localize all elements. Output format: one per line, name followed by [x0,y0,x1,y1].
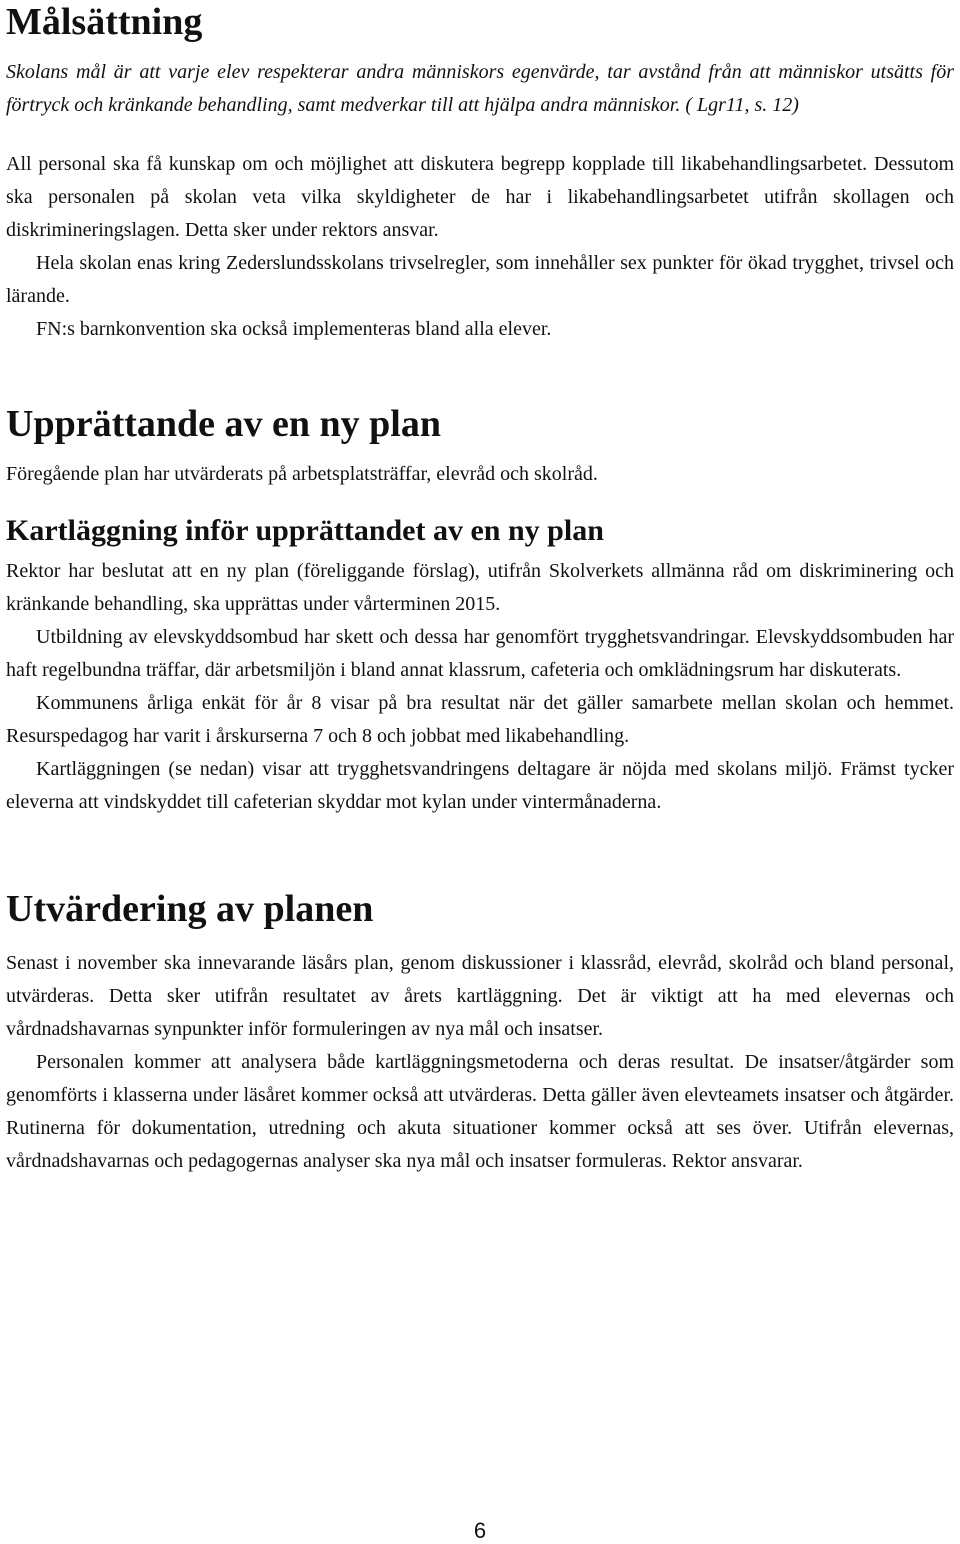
paragraph-elevskyddsombud: Utbildning av elevskyddsombud har skett och dessa har genomfört trygghetsvandringar. Elevskyddsombuden har haft regelbundna träffar, där arbetsmiljön i bland annat klassrum, cafeteria och omklädningsrum har diskuterats. [6,626,954,681]
paragraph-barnkonvention: FN:s barnkonvention ska också implementeras bland alla elever. [36,318,552,340]
heading-upprattande: Upprättande av en ny plan [6,403,441,445]
paragraph-foregaende-plan: Föregående plan har utvärderats på arbetsplatsträffar, elevråd och skolråd. [6,463,598,485]
paragraph-trivselregler: Hela skolan enas kring Zederslundsskolans trivselregler, som innehåller sex punkter för ökad trygghet, trivsel och lärande. [6,252,954,307]
document-page [6,0,954,1178]
quote-lgr11: Skolans mål är att varje elev respekterar andra människors egenvärde, tar avstånd från att människor utsätts för förtryck och kränkande behandling, samt medverkar till att hjälpa andra människor. ( Lgr11, s. 12) [6,61,954,116]
paragraph-trygghetsvandring: Kartläggningen (se nedan) visar att trygghetsvandringens deltagare är nöjda med skolans miljö. Främst tycker eleverna att vindskyddet till cafeterian skyddar mot kylan under vintermånaderna. [6,758,954,813]
heading-kartlaggning: Kartläggning inför upprättandet av en ny plan [6,514,604,547]
heading-malsattning: Målsättning [6,1,203,43]
paragraph-rektor-beslut: Rektor har beslutat att en ny plan (föreliggande förslag), utifrån Skolverkets allmänna råd om diskriminering och kränkande behandling, ska upprättas under vårterminen 2015. [6,560,954,615]
page-number: 6 [473,1518,487,1543]
paragraph-personalen-analys: Personalen kommer att analysera både kartläggningsmetoderna och deras resultat. De insatser/åtgärder som genomförts i klasserna under läsåret kommer också att utvärderas. Detta gäller även elevteamets insatser och åtgärder. Rutinerna för dokumentation, utredning och akuta situationer kommer också att ses över. Utifrån elevernas, vårdnadshavarnas och pedagogernas analyser ska nya mål och insatser formuleras. Rektor ansvarar. [6,1051,954,1172]
paragraph-senast-november: Senast i november ska innevarande läsårs plan, genom diskussioner i klassråd, elevråd, skolråd och bland personal, utvärderas. Detta sker utifrån resultatet av årets kartläggning. Det är viktigt att ha med elevernas och vårdnadshavarnas synpunkter inför formuleringen av nya mål och insatser. [6,952,954,1040]
paragraph-enkat: Kommunens årliga enkät för år 8 visar på bra resultat när det gäller samarbete mellan skolan och hemmet. Resurspedagog har varit i årskurserna 7 och 8 och jobbat med likabehandling. [6,692,954,747]
heading-utvardering: Utvärdering av planen [6,888,374,930]
paragraph-personal-kunskap: All personal ska få kunskap om och möjlighet att diskutera begrepp kopplade till likabehandlingsarbetet. Dessutom ska personalen på skolan veta vilka skyldigheter de har i likabehandlingsarbetet utifrån skollagen och diskrimineringslagen. Detta sker under rektors ansvar. [6,153,954,241]
